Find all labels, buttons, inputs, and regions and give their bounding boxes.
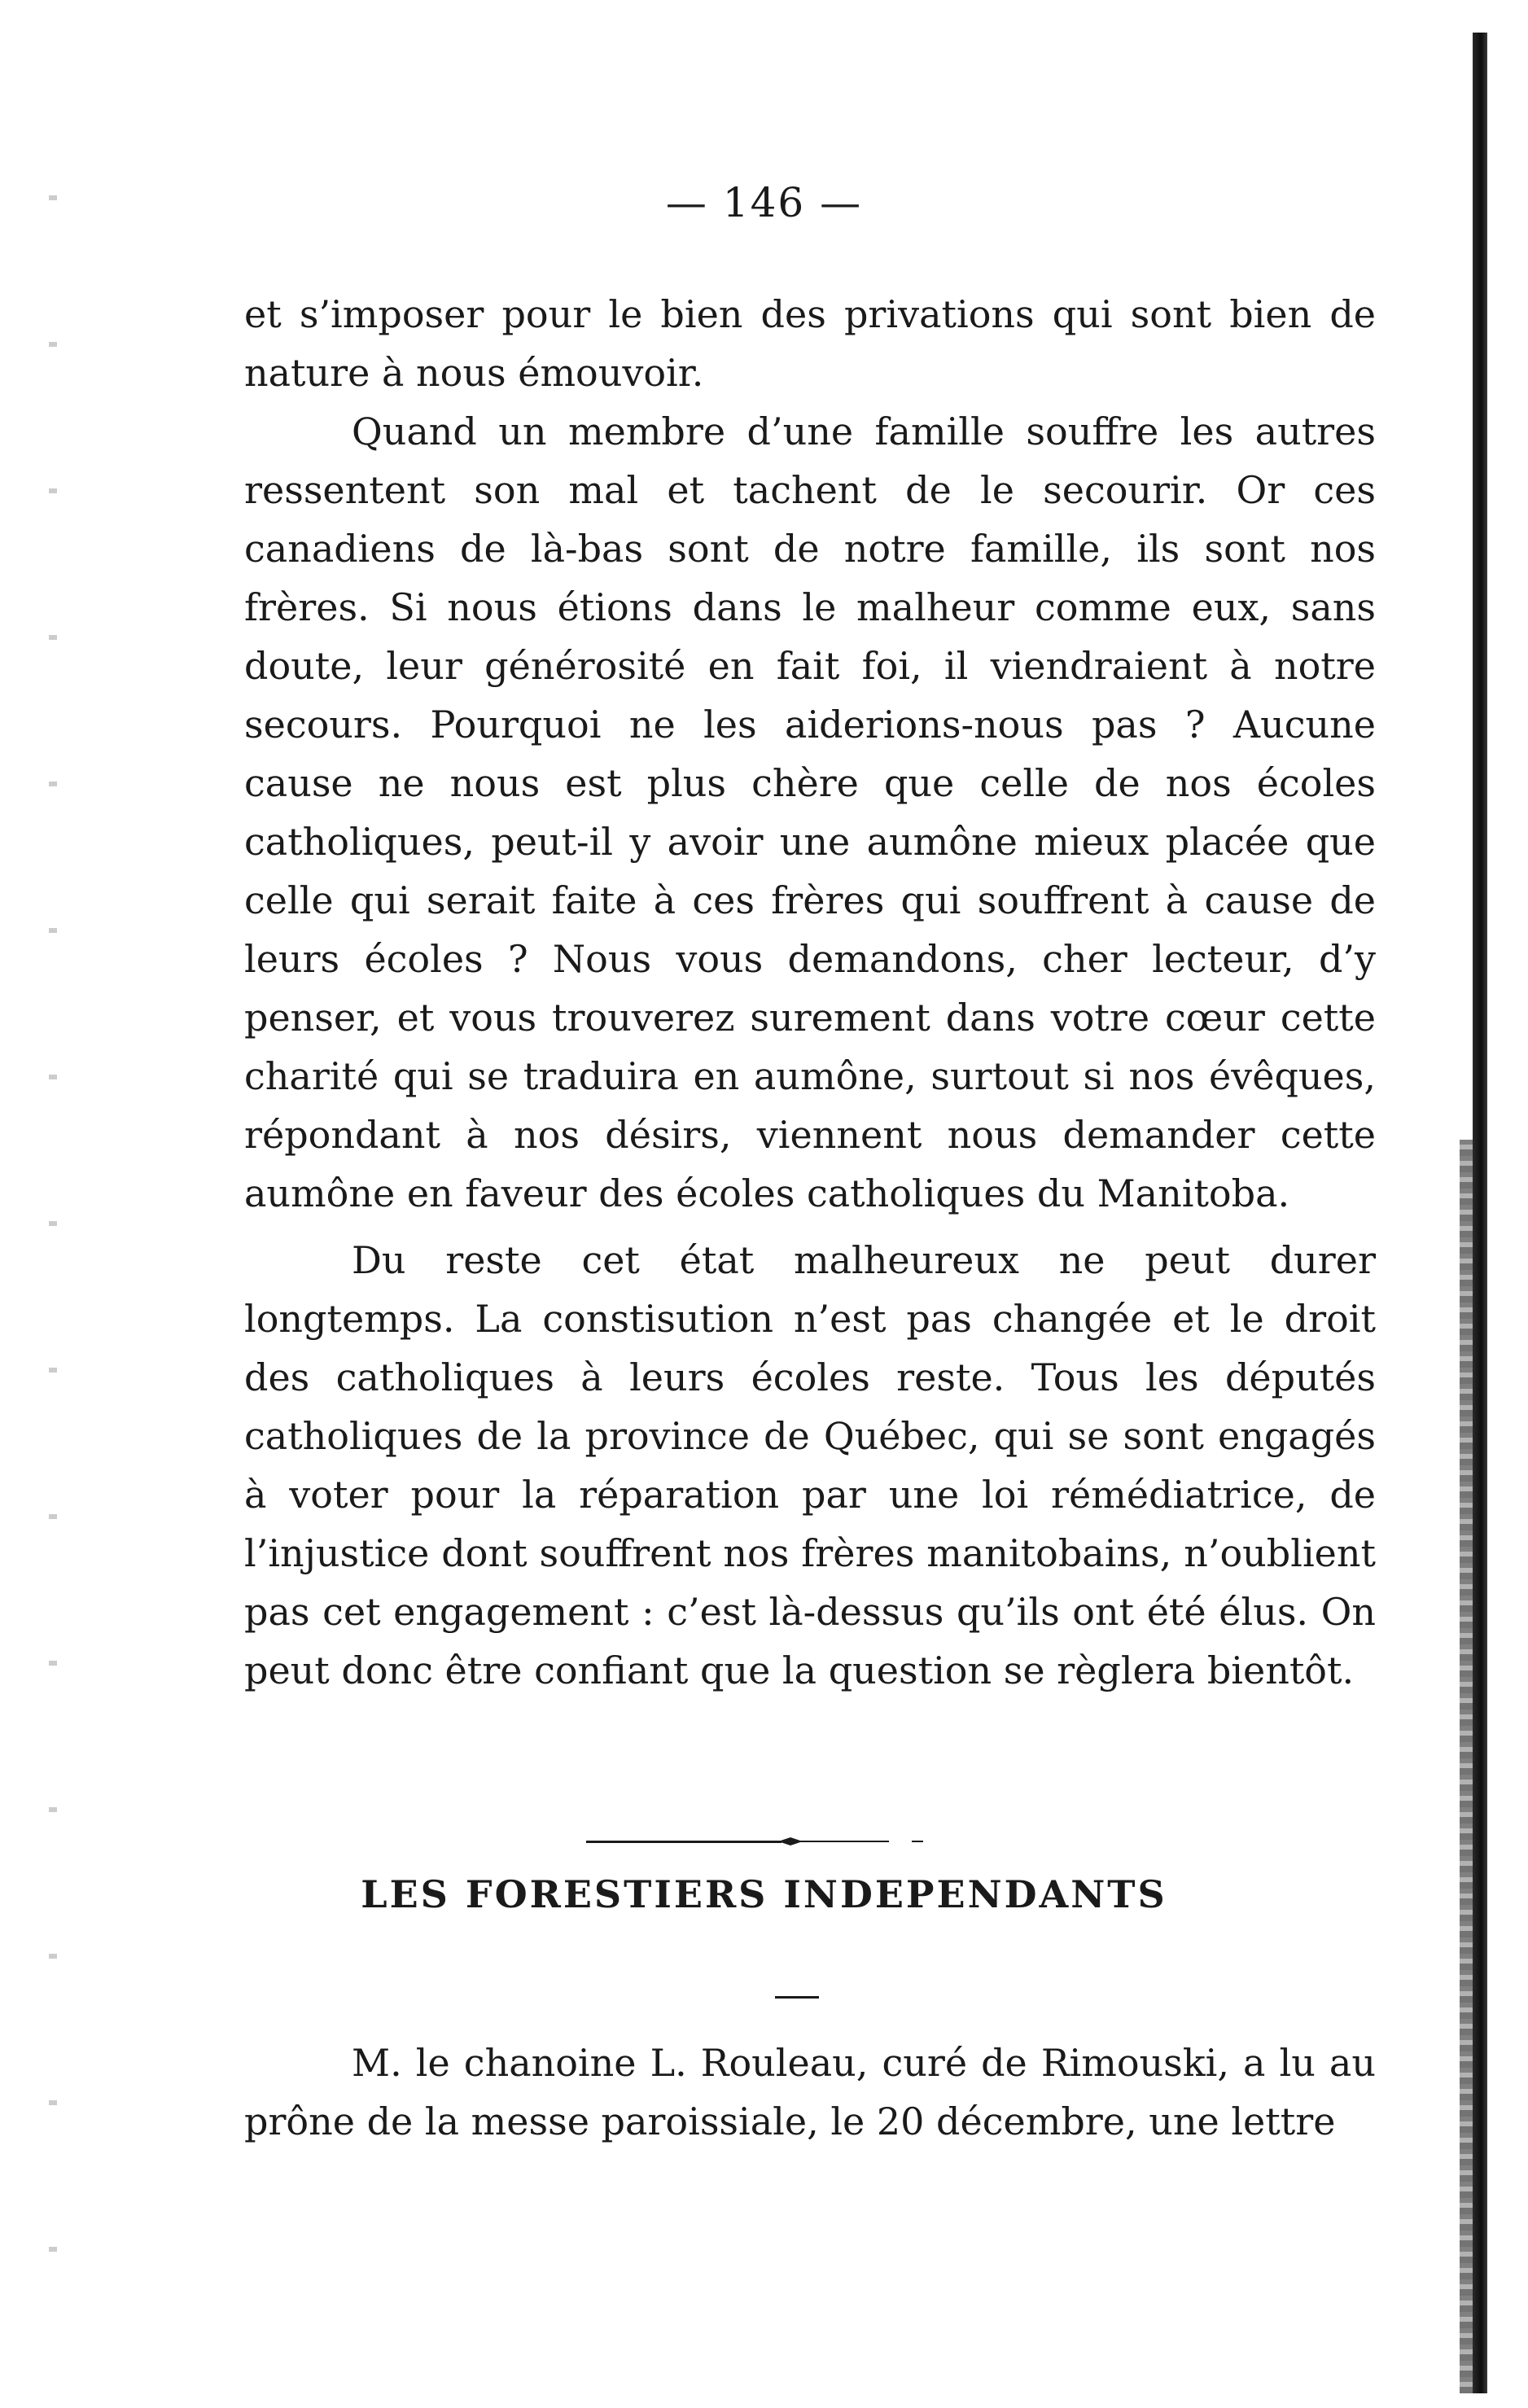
page-number: — 146 — bbox=[665, 179, 863, 226]
paragraph-charity bbox=[244, 402, 1376, 1223]
ornament-dash bbox=[912, 1841, 923, 1842]
binding-edge bbox=[1473, 33, 1487, 2393]
section-ornament bbox=[586, 1838, 928, 1845]
ornament-line-left bbox=[586, 1841, 782, 1843]
paragraph-continuation bbox=[244, 285, 1376, 402]
section-paragraph bbox=[244, 2034, 1376, 2151]
paragraph-2: Quand un membre d’une famille souffre les autres ressentent son mal et tachent de le secourir. Or ces canadiens de là-bas sont de notre famille, ils sont nos frères. Si nous étions dans le malheur comme eux, sans doute, leur générosité en fait foi, il viendraient à notre secours. Pourquoi ne les aiderions-nous pas ? Aucune cause ne nous est plus chère que celle de nos écoles catholiques, peut-il y avoir une aumône mieux placée que celle qui serait faite à ces frères qui souffrent à cause de leurs écoles ? Nous vous demandons, cher lecteur, d’y penser, et vous trouverez surement dans votre cœur cette charité qui se traduira en aumône, surtout si nos évêques, répondant à nos désirs, viennent nous demander cette aumône en faveur des écoles catholiques du Manitoba. bbox=[244, 409, 1376, 1215]
paragraph-1: et s’imposer pour le bien des privations qui sont bien de nature à nous émouvoir. bbox=[244, 292, 1376, 395]
section-paragraph-1: M. le chanoine L. Rouleau, curé de Rimouski, a lu au prône de la messe paroissiale, le 20 décembre, une lettre bbox=[244, 2041, 1376, 2143]
section-heading: LES FORESTIERS INDEPENDANTS bbox=[361, 1872, 1167, 1916]
margin-specks bbox=[49, 122, 57, 2320]
heading-rule bbox=[775, 1996, 819, 1999]
ornament-line-right bbox=[799, 1841, 889, 1842]
paragraph-3: Du reste cet état malheureux ne peut durer longtemps. La constisution n’est pas changée et le droit des catholiques à leurs écoles reste. Tous les députés catholiques de la province de Québec, qui se sont engagés à voter pour la réparation par une loi rémédiatrice, de l’injustice dont souffrent nos frères manitobains, n’oublient pas cet engagement : c’est là-dessus qu’ils ont été élus. On peut donc être confiant que la question se règlera bientôt. bbox=[244, 1238, 1376, 1692]
paragraph-constitution bbox=[244, 1231, 1376, 1700]
binding-edge-shadow bbox=[1460, 1140, 1473, 2393]
